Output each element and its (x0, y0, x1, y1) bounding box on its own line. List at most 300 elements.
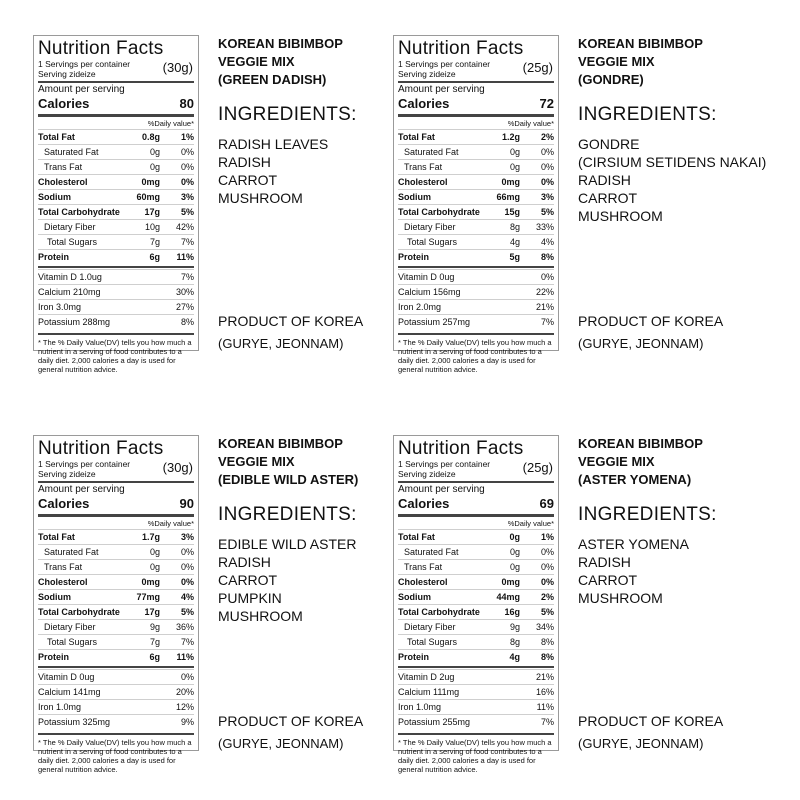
nutrient-name: Trans Fat (44, 562, 83, 572)
origin-region: (GURYE, JEONNAM) (218, 336, 344, 351)
daily-value-footnote: * The % Daily Value(DV) tells you how much a nutrient in a serving of food contributes to a daily diet. 2,000 calories a day is used for general nutrition advice. (398, 733, 554, 774)
nutrient-amount: 0g (149, 547, 160, 557)
ingredient-item: CARROT (218, 172, 278, 188)
nutrient-daily-value: 1% (540, 532, 554, 542)
nutrient-name: Total Sugars (47, 237, 98, 247)
product-title-line: (ASTER YOMENA) (578, 472, 692, 487)
nutrient-amount: 0g (509, 562, 520, 572)
vitamin-name: Calcium 156mg (398, 287, 461, 297)
ingredient-item: ASTER YOMENA (578, 536, 689, 552)
calories-value: 72 (539, 96, 554, 111)
servings-per-container: 1 Servings per container (38, 459, 131, 469)
nutrient-amount: 44mg (496, 592, 520, 602)
divider (398, 114, 554, 117)
serving-info (38, 459, 194, 479)
nutrient-name: Total Carbohydrate (38, 607, 120, 617)
nutrient-daily-value: 4% (180, 592, 194, 602)
nutrient-amount: 15g (504, 207, 520, 217)
nutrient-row (38, 589, 194, 604)
serving-size-value: (25g) (522, 60, 553, 75)
product-of-korea: PRODUCT OF KOREA (218, 713, 364, 729)
vitamin-name: Vitamin D 1.0ug (38, 272, 102, 282)
vitamin-row (398, 684, 554, 699)
product-title-line: VEGGIE MIX (218, 454, 295, 469)
nutrient-name: Total Fat (38, 532, 75, 542)
servings-per-container: 1 Servings per container (398, 459, 491, 469)
product-label-panel (0, 400, 400, 800)
nutrient-name: Total Fat (398, 132, 435, 142)
nutrient-daily-value: 0% (540, 162, 554, 172)
calories-label: Calories (38, 96, 90, 111)
nutrient-name: Total Carbohydrate (398, 607, 480, 617)
ingredient-item: RADISH (218, 554, 271, 570)
nutrient-row (398, 619, 554, 634)
vitamin-daily-value: 22% (535, 287, 554, 297)
ingredients-list (578, 535, 689, 607)
nutrient-amount: 0g (509, 162, 520, 172)
vitamin-daily-value: 7% (180, 272, 194, 282)
nutrition-facts-heading: Nutrition Facts (38, 38, 164, 59)
vitamin-daily-value: 9% (180, 717, 194, 727)
nutrient-name: Total Sugars (407, 637, 458, 647)
ingredients-heading: INGREDIENTS: (578, 504, 717, 525)
nutrient-daily-value: 0% (180, 147, 194, 157)
serving-size-value: (30g) (162, 460, 193, 475)
vitamin-row (398, 284, 554, 299)
serving-size-value: (25g) (522, 460, 553, 475)
vitamin-row (38, 299, 194, 314)
product-title-line: (EDIBLE WILD ASTER) (218, 472, 359, 487)
ingredient-item: CARROT (578, 190, 638, 206)
nutrient-row (398, 589, 554, 604)
ingredient-item: PUMPKIN (218, 590, 282, 606)
nutrient-row (38, 204, 194, 219)
calories-row (398, 496, 554, 512)
nutrient-name: Trans Fat (404, 562, 443, 572)
nutrition-facts-box (393, 35, 559, 374)
divider (398, 266, 554, 268)
nutrient-daily-value: 0% (180, 177, 194, 187)
nutrition-facts-box (393, 435, 559, 774)
calories-value: 69 (539, 496, 554, 511)
vitamin-name: Vitamin D 0ug (398, 272, 455, 282)
ingredient-item: RADISH (578, 554, 631, 570)
daily-value-header: %Daily value* (147, 119, 194, 128)
product-title-line: KOREAN BIBIMBOP (218, 36, 343, 51)
nutrient-name: Dietary Fiber (44, 622, 96, 632)
nutrient-row (398, 634, 554, 649)
nutrient-row (398, 649, 554, 664)
nutrient-daily-value: 0% (540, 562, 554, 572)
calories-label: Calories (38, 496, 90, 511)
product-title-line: VEGGIE MIX (578, 454, 655, 469)
vitamin-row (38, 269, 194, 284)
nutrient-amount: 5g (509, 252, 520, 262)
nutrient-name: Cholesterol (38, 177, 88, 187)
vitamin-daily-value: 21% (535, 302, 554, 312)
nutrition-facts-heading: Nutrition Facts (398, 438, 524, 459)
nutrient-row (38, 174, 194, 189)
serving-size-value: (30g) (162, 60, 193, 75)
amount-per-serving: Amount per serving (38, 484, 125, 495)
nutrient-amount: 77mg (136, 592, 160, 602)
nutrient-amount: 60mg (136, 192, 160, 202)
ingredients-list (218, 135, 328, 207)
ingredient-item: RADISH LEAVES (218, 136, 329, 152)
nutrient-amount: 0g (509, 532, 520, 542)
nutrient-row (398, 544, 554, 559)
calories-row (38, 96, 194, 112)
ingredients-heading: INGREDIENTS: (218, 104, 357, 125)
servings-per-container: 1 Servings per container (398, 59, 491, 69)
vitamin-name: Iron 1.0mg (398, 702, 442, 712)
ingredient-item: MUSHROOM (218, 608, 303, 624)
nutrient-name: Dietary Fiber (404, 222, 456, 232)
nutrient-name: Protein (398, 652, 430, 662)
ingredient-item: MUSHROOM (578, 208, 663, 224)
vitamin-daily-value: 11% (536, 702, 554, 712)
nutrient-name: Saturated Fat (404, 147, 459, 157)
product-title-line: KOREAN BIBIMBOP (578, 36, 703, 51)
nutrient-row (398, 559, 554, 574)
vitamin-row (38, 284, 194, 299)
product-title (578, 435, 758, 489)
nutrient-row (398, 189, 554, 204)
nutrient-daily-value: 8% (540, 252, 554, 262)
nutrient-amount: 6g (149, 252, 160, 262)
nutrient-daily-value: 0% (540, 577, 554, 587)
nutrient-amount: 8g (509, 637, 520, 647)
daily-value-header: %Daily value* (507, 519, 554, 528)
vitamin-row (38, 684, 194, 699)
vitamin-row (38, 714, 194, 729)
nutrient-name: Saturated Fat (44, 147, 99, 157)
nutrient-row (398, 159, 554, 174)
nutrition-facts-heading: Nutrition Facts (38, 438, 164, 459)
calories-label: Calories (398, 96, 450, 111)
ingredient-item: RADISH (218, 154, 271, 170)
nutrient-row (38, 604, 194, 619)
origin-region: (GURYE, JEONNAM) (578, 336, 704, 351)
nutrient-daily-value: 2% (540, 592, 554, 602)
nutrient-daily-value: 34% (535, 622, 554, 632)
nutrient-amount: 0mg (141, 177, 160, 187)
nutrition-facts-box (33, 435, 199, 774)
nutrient-name: Dietary Fiber (404, 622, 456, 632)
nutrient-amount: 0g (509, 547, 520, 557)
amount-per-serving: Amount per serving (398, 484, 485, 495)
nutrient-row (38, 544, 194, 559)
nutrient-name: Protein (38, 652, 70, 662)
vitamin-name: Iron 3.0mg (38, 302, 82, 312)
nutrient-amount: 17g (144, 207, 160, 217)
product-title-line: (GONDRE) (578, 72, 644, 87)
daily-value-footnote: * The % Daily Value(DV) tells you how much a nutrient in a serving of food contributes to a daily diet. 2,000 calories a day is used for general nutrition advice. (38, 733, 194, 774)
nutrient-row (398, 574, 554, 589)
nutrient-daily-value: 3% (540, 192, 554, 202)
divider (38, 666, 194, 668)
calories-value: 90 (179, 496, 194, 511)
ingredient-item: GONDRE (578, 136, 640, 152)
nutrient-name: Cholesterol (398, 177, 448, 187)
serving-size-label: Serving zideize (398, 469, 456, 479)
serving-info (398, 59, 554, 79)
nutrient-amount: 16g (504, 607, 520, 617)
nutrient-name: Cholesterol (38, 577, 88, 587)
nutrient-name: Dietary Fiber (44, 222, 96, 232)
nutrient-row (398, 529, 554, 544)
nutrient-daily-value: 3% (180, 532, 194, 542)
nutrient-daily-value: 0% (540, 177, 554, 187)
nutrient-amount: 8g (509, 222, 520, 232)
nutrient-name: Trans Fat (404, 162, 443, 172)
product-title-line: KOREAN BIBIMBOP (218, 436, 343, 451)
nutrient-name: Cholesterol (398, 577, 448, 587)
nutrient-daily-value: 1% (180, 132, 194, 142)
nutrient-row (38, 219, 194, 234)
nutrient-row (38, 529, 194, 544)
calories-value: 80 (179, 96, 194, 111)
ingredient-item: CARROT (578, 572, 638, 588)
nutrient-amount: 17g (144, 607, 160, 617)
vitamin-daily-value: 7% (540, 717, 554, 727)
nutrient-daily-value: 2% (540, 132, 554, 142)
nutrient-amount: 0g (149, 562, 160, 572)
vitamin-row (398, 314, 554, 329)
product-title-line: VEGGIE MIX (578, 54, 655, 69)
nutrient-row (38, 129, 194, 144)
nutrient-row (38, 144, 194, 159)
nutrient-name: Trans Fat (44, 162, 83, 172)
nutrient-name: Total Fat (398, 532, 435, 542)
nutrient-amount: 66mg (496, 192, 520, 202)
vitamin-daily-value: 21% (535, 672, 554, 682)
nutrient-name: Saturated Fat (44, 547, 99, 557)
nutrient-daily-value: 8% (540, 637, 554, 647)
nutrient-name: Sodium (398, 192, 431, 202)
nutrient-daily-value: 5% (180, 207, 194, 217)
nutrient-amount: 10g (144, 222, 160, 232)
serving-size-label: Serving zideize (38, 69, 96, 79)
divider (38, 81, 194, 83)
nutrition-facts-heading: Nutrition Facts (398, 38, 524, 59)
daily-value-footnote: * The % Daily Value(DV) tells you how much a nutrient in a serving of food contributes to a daily diet. 2,000 calories a day is used for general nutrition advice. (38, 333, 194, 374)
nutrient-amount: 1.7g (141, 532, 160, 542)
ingredient-item: EDIBLE WILD ASTER (218, 536, 357, 552)
nutrient-row (38, 159, 194, 174)
vitamin-daily-value: 20% (175, 687, 194, 697)
daily-value-header: %Daily value* (147, 519, 194, 528)
vitamin-name: Potassium 288mg (38, 317, 111, 327)
divider (398, 514, 554, 517)
product-of-korea: PRODUCT OF KOREA (218, 313, 364, 329)
nutrient-daily-value: 3% (180, 192, 194, 202)
nutrient-name: Sodium (38, 192, 71, 202)
serving-size-label: Serving zideize (38, 469, 96, 479)
nutrient-row (38, 649, 194, 664)
nutrient-row (398, 144, 554, 159)
calories-row (38, 496, 194, 512)
origin-region: (GURYE, JEONNAM) (218, 736, 344, 751)
nutrient-amount: 0mg (501, 577, 520, 587)
nutrient-amount: 4g (509, 237, 520, 247)
nutrient-name: Sodium (38, 592, 71, 602)
ingredient-item: MUSHROOM (218, 190, 303, 206)
nutrient-daily-value: 5% (180, 607, 194, 617)
nutrient-amount: 0mg (501, 177, 520, 187)
vitamin-row (398, 669, 554, 684)
vitamin-name: Calcium 210mg (38, 287, 101, 297)
product-title-line: KOREAN BIBIMBOP (578, 436, 703, 451)
nutrient-row (38, 189, 194, 204)
divider (398, 666, 554, 668)
nutrient-daily-value: 0% (180, 562, 194, 572)
vitamin-name: Calcium 141mg (38, 687, 101, 697)
ingredients-list (218, 535, 356, 625)
product-label-panel (360, 400, 760, 800)
nutrient-name: Sodium (398, 592, 431, 602)
nutrient-row (38, 559, 194, 574)
vitamin-daily-value: 0% (540, 272, 554, 282)
vitamin-name: Potassium 257mg (398, 317, 471, 327)
nutrient-row (398, 129, 554, 144)
nutrient-amount: 6g (149, 652, 160, 662)
nutrient-row (38, 249, 194, 264)
nutrient-daily-value: 36% (175, 622, 194, 632)
vitamin-daily-value: 8% (180, 317, 194, 327)
nutrient-daily-value: 5% (540, 607, 554, 617)
product-label-panel (360, 0, 767, 400)
nutrient-daily-value: 0% (540, 547, 554, 557)
calories-row (398, 96, 554, 112)
ingredient-item: (CIRSIUM SETIDENS NAKAI) (578, 154, 767, 170)
vitamin-name: Calcium 111mg (398, 687, 460, 697)
serving-info (398, 459, 554, 479)
servings-per-container: 1 Servings per container (38, 59, 131, 69)
daily-value-header: %Daily value* (507, 119, 554, 128)
nutrient-daily-value: 4% (540, 237, 554, 247)
vitamin-daily-value: 0% (180, 672, 194, 682)
nutrient-daily-value: 11% (176, 252, 194, 262)
nutrient-name: Total Sugars (47, 637, 98, 647)
nutrient-amount: 0g (509, 147, 520, 157)
nutrition-facts-box (33, 35, 199, 374)
nutrient-amount: 9g (509, 622, 520, 632)
nutrient-daily-value: 42% (175, 222, 194, 232)
vitamin-row (38, 699, 194, 714)
vitamin-daily-value: 7% (540, 317, 554, 327)
ingredient-item: CARROT (218, 572, 278, 588)
vitamin-row (398, 699, 554, 714)
nutrient-name: Protein (38, 252, 70, 262)
divider (398, 81, 554, 83)
nutrient-row (38, 634, 194, 649)
nutrient-name: Total Carbohydrate (38, 207, 120, 217)
nutrient-daily-value: 0% (540, 147, 554, 157)
vitamin-row (38, 314, 194, 329)
nutrient-amount: 7g (149, 637, 160, 647)
product-title (578, 35, 758, 89)
nutrient-row (398, 234, 554, 249)
vitamin-daily-value: 12% (175, 702, 194, 712)
nutrient-name: Total Fat (38, 132, 75, 142)
vitamin-name: Vitamin D 2ug (398, 672, 455, 682)
nutrient-amount: 0mg (141, 577, 160, 587)
nutrient-daily-value: 8% (540, 652, 554, 662)
nutrient-daily-value: 33% (535, 222, 554, 232)
vitamin-daily-value: 27% (175, 302, 194, 312)
daily-value-footnote: * The % Daily Value(DV) tells you how much a nutrient in a serving of food contributes to a daily diet. 2,000 calories a day is used for general nutrition advice. (398, 333, 554, 374)
product-of-korea: PRODUCT OF KOREA (578, 713, 724, 729)
nutrient-row (398, 219, 554, 234)
nutrient-amount: 1.2g (501, 132, 520, 142)
vitamin-name: Iron 1.0mg (38, 702, 82, 712)
nutrient-name: Saturated Fat (404, 547, 459, 557)
vitamin-name: Potassium 255mg (398, 717, 471, 727)
nutrient-row (398, 249, 554, 264)
nutrient-daily-value: 0% (180, 547, 194, 557)
nutrient-daily-value: 7% (180, 237, 194, 247)
ingredients-heading: INGREDIENTS: (218, 504, 357, 525)
vitamin-row (398, 269, 554, 284)
amount-per-serving: Amount per serving (38, 84, 125, 95)
divider (38, 266, 194, 268)
vitamin-row (398, 714, 554, 729)
nutrient-amount: 0g (149, 162, 160, 172)
divider (38, 114, 194, 117)
divider (38, 481, 194, 483)
nutrient-name: Total Sugars (407, 237, 458, 247)
ingredient-item: MUSHROOM (578, 590, 663, 606)
nutrient-row (38, 574, 194, 589)
divider (38, 514, 194, 517)
nutrient-row (38, 619, 194, 634)
nutrient-name: Protein (398, 252, 430, 262)
nutrient-row (38, 234, 194, 249)
amount-per-serving: Amount per serving (398, 84, 485, 95)
nutrient-amount: 7g (149, 237, 160, 247)
nutrient-name: Total Carbohydrate (398, 207, 480, 217)
nutrient-daily-value: 0% (180, 162, 194, 172)
vitamin-row (38, 669, 194, 684)
ingredient-item: RADISH (578, 172, 631, 188)
product-label-panel (0, 0, 400, 400)
nutrient-amount: 4g (509, 652, 520, 662)
calories-label: Calories (398, 496, 450, 511)
nutrient-row (398, 174, 554, 189)
vitamin-name: Potassium 325mg (38, 717, 111, 727)
nutrient-row (398, 604, 554, 619)
product-title-line: (GREEN DADISH) (218, 72, 327, 87)
product-title-line: VEGGIE MIX (218, 54, 295, 69)
serving-info (38, 59, 194, 79)
product-of-korea: PRODUCT OF KOREA (578, 313, 724, 329)
nutrient-amount: 9g (149, 622, 160, 632)
nutrient-daily-value: 11% (176, 652, 194, 662)
vitamin-name: Vitamin D 0ug (38, 672, 95, 682)
vitamin-row (398, 299, 554, 314)
nutrient-row (398, 204, 554, 219)
ingredients-list (578, 135, 766, 225)
nutrient-amount: 0.8g (141, 132, 160, 142)
divider (398, 481, 554, 483)
origin-region: (GURYE, JEONNAM) (578, 736, 704, 751)
nutrient-daily-value: 0% (180, 577, 194, 587)
vitamin-daily-value: 16% (535, 687, 554, 697)
ingredients-heading: INGREDIENTS: (578, 104, 717, 125)
nutrient-daily-value: 5% (540, 207, 554, 217)
vitamin-daily-value: 30% (175, 287, 194, 297)
